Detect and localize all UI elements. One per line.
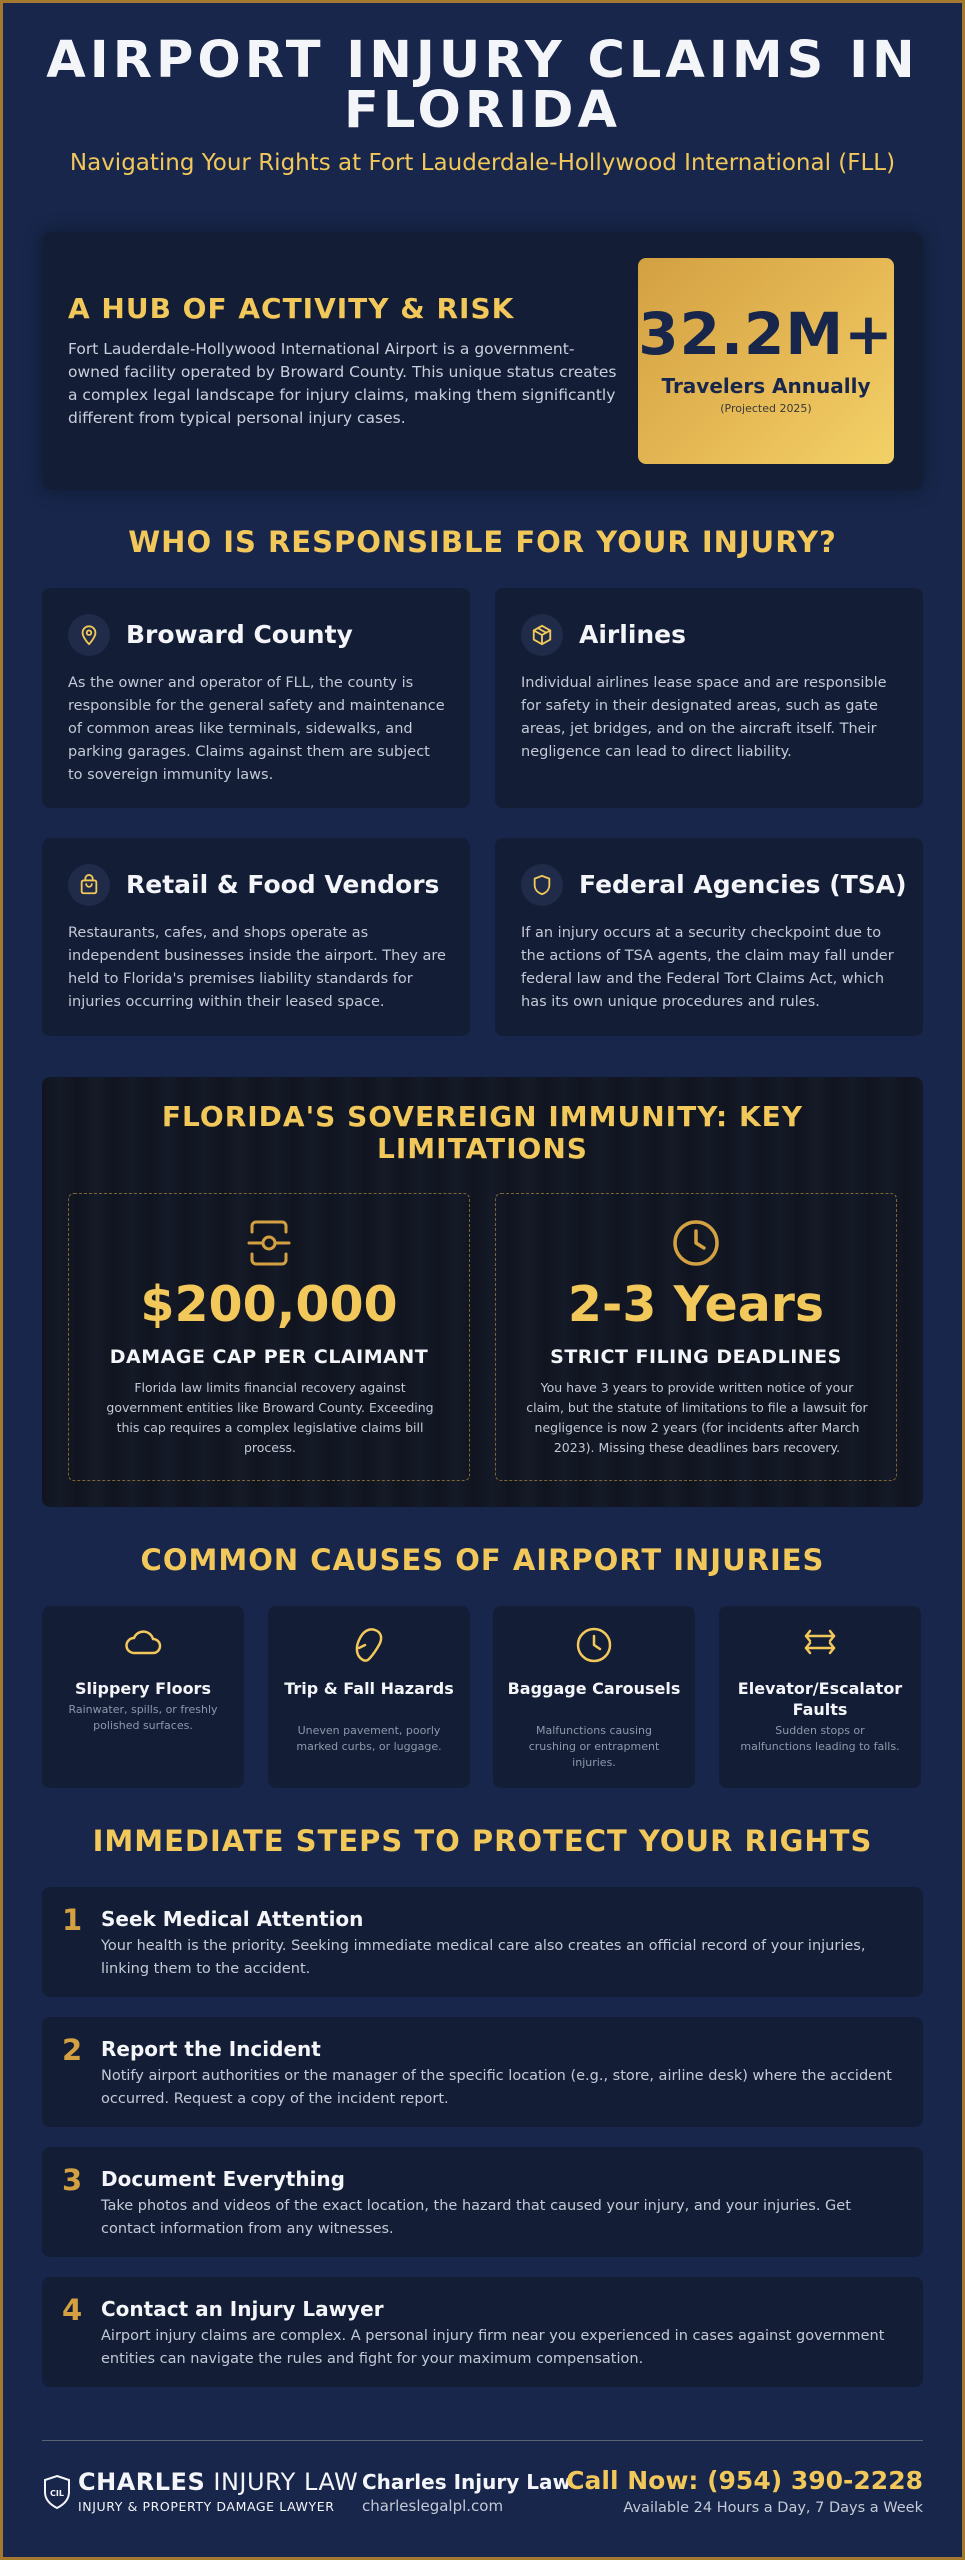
step-title: Contact an Injury Lawyer xyxy=(101,2297,384,2321)
step-title: Report the Incident xyxy=(101,2037,321,2061)
cause-text: Sudden stops or malfunctions leading to falls. xyxy=(740,1724,900,1753)
damage-cap-text: Florida law limits financial recovery against government entities like Broward County. Exceeding this cap requires a complex legislative claims bill process. xyxy=(106,1380,434,1455)
availability-text: Available 24 Hours a Day, 7 Days a Week xyxy=(623,2500,923,2516)
hub-heading: A HUB OF ACTIVITY & RISK xyxy=(68,292,515,325)
logo-wordmark-bold: CHARLES xyxy=(78,2468,206,2496)
responsible-card-text: Restaurants, cafes, and shops operate as independent businesses inside the airport. They are held to Florida's premises liability standards for injuries occurring within their leased space. xyxy=(68,925,446,1010)
damage-cap-label: DAMAGE CAP PER CLAIMANT xyxy=(109,1346,429,1368)
cause-text: Uneven pavement, poorly marked curbs, or luggage. xyxy=(296,1724,442,1753)
causes-heading: COMMON CAUSES OF AIRPORT INJURIES xyxy=(140,1543,825,1577)
firm-website-link[interactable]: charleslegalpl.com xyxy=(362,2497,504,2515)
cause-text: Rainwater, spills, or freshly polished surfaces. xyxy=(68,1703,218,1732)
page-subtitle: Navigating Your Rights at Fort Lauderdale-Hollywood International (FLL) xyxy=(69,150,896,176)
step-text: Take photos and videos of the exact location, the hazard that caused your injury, and your injuries. Get contact information from any witnesses. xyxy=(101,2198,851,2237)
step-number: 2 xyxy=(62,2033,83,2067)
responsible-card-title: Airlines xyxy=(579,620,687,649)
step-title: Seek Medical Attention xyxy=(101,1907,364,1931)
filing-deadline-value: 2-3 Years xyxy=(567,1276,825,1333)
responsible-card-text: Individual airlines lease space and are responsible for safety in their designated areas, such as gate areas, jet bridges, and on the aircraft itself. Their negligence can lead to direct liability. xyxy=(521,675,887,760)
step-number: 1 xyxy=(62,1903,83,1937)
firm-name: Charles Injury Law xyxy=(362,2470,571,2494)
call-now-phone-link[interactable]: Call Now: (954) 390-2228 xyxy=(566,2466,923,2495)
cause-title: Elevator/Escalator Faults xyxy=(737,1679,903,1719)
responsible-card-title: Broward County xyxy=(126,620,353,649)
page-title: AIRPORT INJURY CLAIMS IN FLORIDA xyxy=(46,31,919,140)
logo-wordmark-thin: INJURY LAW xyxy=(205,2468,359,2496)
cause-title: Baggage Carousels xyxy=(507,1679,681,1698)
step-title: Document Everything xyxy=(101,2167,345,2191)
logo-tagline: INJURY & PROPERTY DAMAGE LAWYER xyxy=(78,2499,335,2514)
steps-heading: IMMEDIATE STEPS TO PROTECT YOUR RIGHTS xyxy=(92,1824,873,1858)
responsible-card-text: If an injury occurs at a security checkpoint due to the actions of TSA agents, the claim may fall under federal law and the Federal Tort Claims Act, which has its own unique procedures and rules. xyxy=(521,925,894,1010)
damage-cap-value: $200,000 xyxy=(140,1276,398,1333)
step-number: 3 xyxy=(62,2163,83,2197)
logo-monogram: CIL xyxy=(50,2489,64,2498)
cause-title: Trip & Fall Hazards xyxy=(284,1679,454,1698)
filing-deadline-text: You have 3 years to provide written notice of your claim, but the statute of limitations to file a lawsuit for negligence is now 2 years (for incidents after March 2023). Missing these deadlines bars recovery. xyxy=(526,1380,868,1455)
step-text: Airport injury claims are complex. A personal injury firm near you experienced in cases against government entities can navigate the rules and fight for your maximum compensation. xyxy=(101,2328,885,2367)
travelers-stat-value: 32.2M+ xyxy=(638,300,894,368)
responsible-card-title: Federal Agencies (TSA) xyxy=(579,870,907,899)
hub-description: Fort Lauderdale-Hollywood International Airport is a government-owned facility operated by Broward County. This unique status creates a complex legal landscape for injury claims, making them significantly different from typical personal injury cases. xyxy=(68,340,617,427)
immunity-heading: FLORIDA'S SOVEREIGN IMMUNITY: KEY LIMITATIONS xyxy=(161,1100,804,1165)
filing-deadline-label: STRICT FILING DEADLINES xyxy=(550,1346,842,1368)
responsible-card-title: Retail & Food Vendors xyxy=(126,870,440,899)
step-number: 4 xyxy=(62,2293,83,2327)
step-text: Your health is the priority. Seeking immediate medical care also creates an official record of your injuries, linking them to the accident. xyxy=(101,1938,866,1977)
responsible-card-text: As the owner and operator of FLL, the county is responsible for the general safety and maintenance of common areas like terminals, sidewalks, and parking garages. Claims against them are subject to sovereign immunity laws. xyxy=(68,675,445,783)
travelers-stat-note: (Projected 2025) xyxy=(720,402,812,415)
travelers-stat-label: Travelers Annually xyxy=(661,374,871,398)
responsible-heading: WHO IS RESPONSIBLE FOR YOUR INJURY? xyxy=(128,525,837,559)
step-text: Notify airport authorities or the manager of the specific location (e.g., store, airline desk) where the accident occurred. Request a copy of the incident report. xyxy=(101,2068,892,2107)
cause-title: Slippery Floors xyxy=(75,1679,211,1698)
cause-text: Malfunctions causing crushing or entrapment injuries. xyxy=(528,1724,660,1769)
